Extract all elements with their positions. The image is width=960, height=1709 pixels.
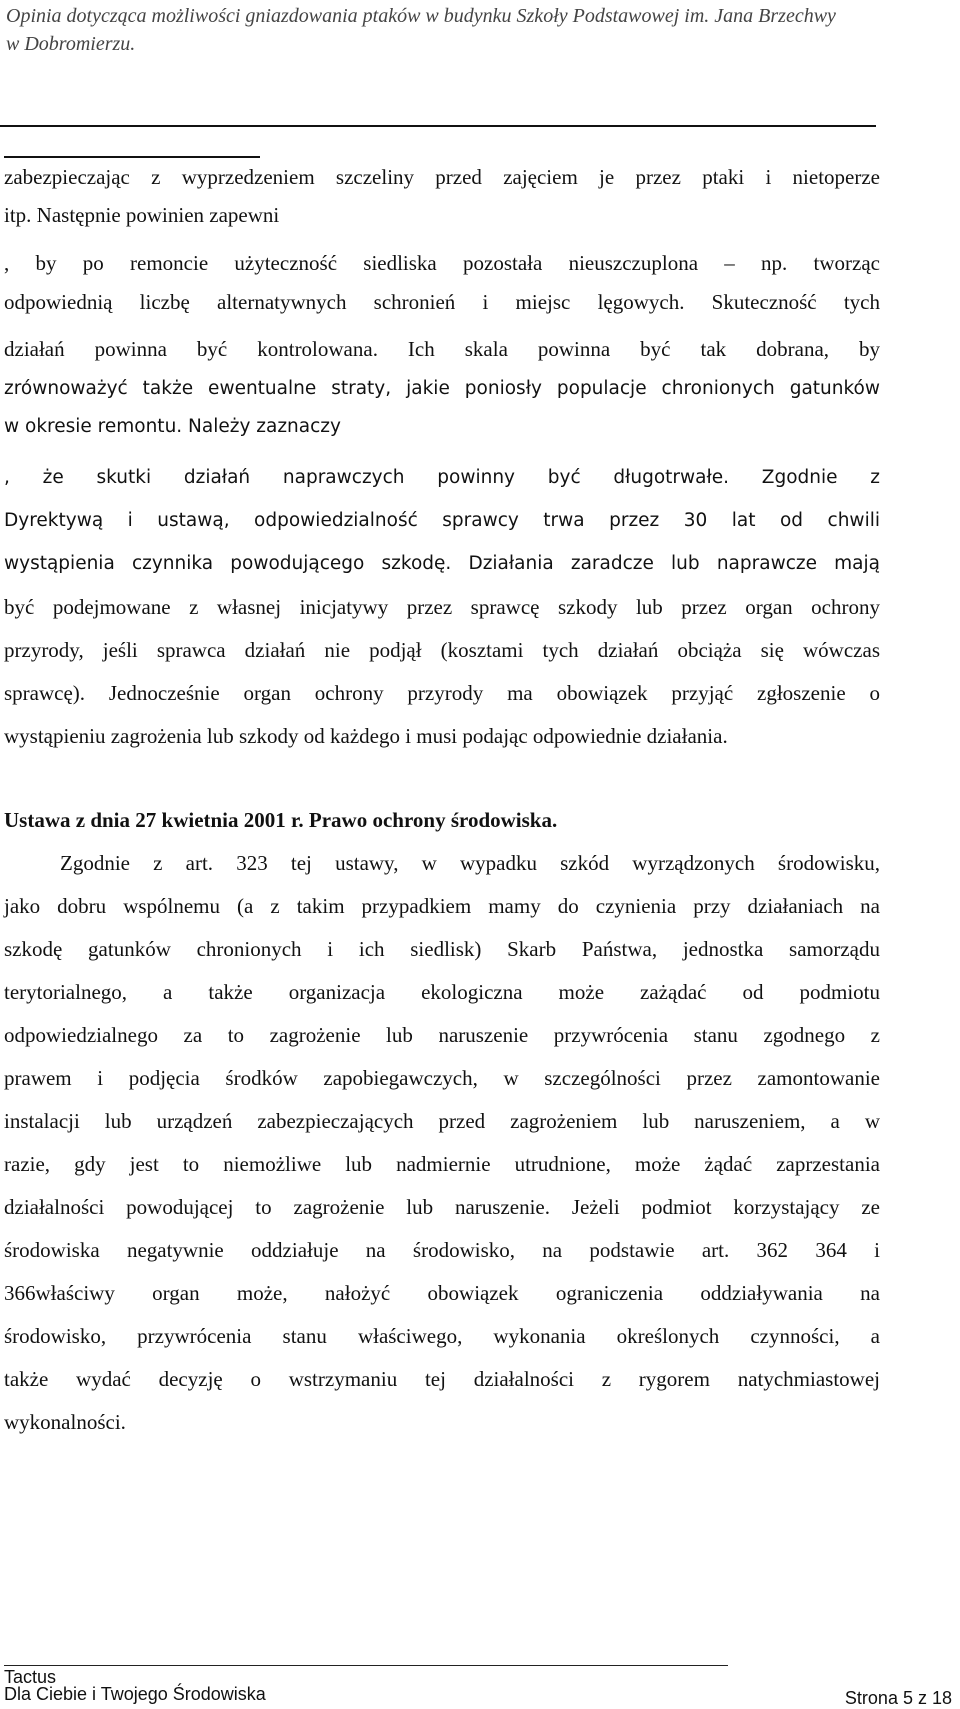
header-divider: [0, 125, 876, 127]
body-line: zrównoważyć także ewentualne straty, jakie poniosły populacje chronionych gatunków: [4, 378, 880, 399]
page-number: Strona 5 z 18: [844, 1688, 952, 1708]
body-line: szkodę gatunków chronionych i ich siedlisk) Skarb Państwa, jednostka samorządu: [4, 937, 880, 961]
body-line: przyrody, jeśli sprawca działań nie podjął (kosztami tych działań obciąża się wówczas: [4, 638, 880, 662]
body-line: zabezpieczając z wyprzedzeniem szczeliny przed zajęciem je przez ptaki i nietoperze: [4, 165, 880, 189]
body-line: odpowiedzialnego za to zagrożenie lub naruszenie przywrócenia stanu zgodnego z: [4, 1023, 880, 1047]
body-line: terytorialnego, a także organizacja ekologiczna może zażądać od podmiotu: [4, 980, 880, 1004]
body-line: wystąpienia czynnika powodującego szkodę. Działania zaradcze lub naprawcze mają: [4, 553, 880, 574]
short-divider: [4, 156, 260, 158]
body-line: środowisko, przywrócenia stanu właściwego, wykonania określonych czynności, a: [4, 1324, 880, 1348]
body-line: , że skutki działań naprawczych powinny być długotrwałe. Zgodnie z: [4, 467, 880, 488]
running-header: [6, 2, 936, 58]
header-title-line-1: Opinia dotycząca możliwości gniazdowania ptaków w budynku Szkoły Podstawowej im. Jana Brzechwy: [6, 5, 836, 27]
body-line: odpowiednią liczbę alternatywnych schronień i miejsc lęgowych. Skuteczność tych: [4, 290, 880, 314]
body-line: itp. Następnie powinien zapewni: [4, 203, 280, 227]
body-line: w okresie remontu. Należy zaznaczy: [4, 416, 341, 437]
body-line: razie, gdy jest to niemożliwe lub nadmiernie utrudnione, może żądać zaprzestania: [4, 1152, 880, 1176]
footer-company: Tactus: [4, 1667, 57, 1687]
section-heading: Ustawa z dnia 27 kwietnia 2001 r. Prawo ochrony środowiska.: [4, 808, 558, 832]
body-line: 366właściwy organ może, nałożyć obowiązek ograniczenia oddziaływania na: [4, 1281, 880, 1305]
body-line: działań powinna być kontrolowana. Ich skala powinna być tak dobrana, by: [4, 337, 880, 361]
footer-tagline: Dla Ciebie i Twojego Środowiska: [4, 1684, 266, 1704]
body-line: prawem i podjęcia środków zapobiegawczych, w szczególności przez zamontowanie: [4, 1066, 880, 1090]
body-line: także wydać decyzję o wstrzymaniu tej działalności z rygorem natychmiastowej: [4, 1367, 880, 1391]
body-line: Zgodnie z art. 323 tej ustawy, w wypadku szkód wyrządzonych środowisku,: [60, 851, 880, 875]
header-title-line-2: w Dobromierzu.: [6, 33, 136, 55]
body-line: środowiska negatywnie oddziałuje na środowisko, na podstawie art. 362 364 i: [4, 1238, 880, 1262]
body-line: wystąpieniu zagrożenia lub szkody od każdego i musi podając odpowiednie działania.: [4, 724, 728, 748]
body-line: być podejmowane z własnej inicjatywy przez sprawcę szkody lub przez organ ochrony: [4, 595, 880, 619]
body-line: sprawcę). Jednocześnie organ ochrony przyrody ma obowiązek przyjąć zgłoszenie o: [4, 681, 880, 705]
body-line: działalności powodującej to zagrożenie lub naruszenie. Jeżeli podmiot korzystający ze: [4, 1195, 880, 1219]
body-line: , by po remoncie użyteczność siedliska pozostała nieuszczuplona – np. tworząc: [4, 251, 880, 275]
footer-divider: [4, 1665, 728, 1666]
body-line: jako dobru wspólnemu (a z takim przypadkiem mamy do czynienia przy działaniach na: [4, 894, 880, 918]
body-line: instalacji lub urządzeń zabezpieczających przed zagrożeniem lub naruszeniem, a w: [4, 1109, 880, 1133]
body-line: wykonalności.: [4, 1410, 126, 1434]
body-line: Dyrektywą i ustawą, odpowiedzialność sprawcy trwa przez 30 lat od chwili: [4, 510, 880, 531]
